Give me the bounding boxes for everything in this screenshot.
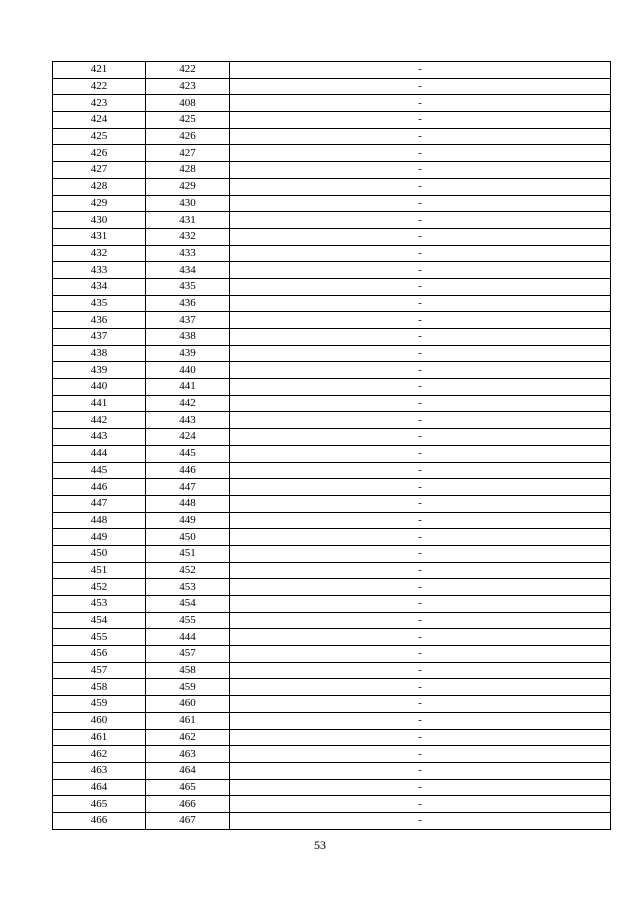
table-cell-col-3: -	[230, 295, 611, 312]
table-row	[53, 329, 611, 346]
table-cell-col-3: -	[230, 212, 611, 229]
table-cell-col-1: 466	[53, 812, 146, 829]
table-cell-col-2: 462	[146, 729, 230, 746]
table-cell-col-1: 444	[53, 445, 146, 462]
table-cell-col-2: 435	[146, 278, 230, 295]
table-row	[53, 662, 611, 679]
table-cell-col-1: 454	[53, 612, 146, 629]
table-cell-col-1: 435	[53, 295, 146, 312]
table-row	[53, 779, 611, 796]
table-cell-col-1: 452	[53, 579, 146, 596]
table-cell-col-2: 465	[146, 779, 230, 796]
table-cell-col-2: 432	[146, 228, 230, 245]
table-cell-col-3: -	[230, 495, 611, 512]
table-cell-col-2: 438	[146, 329, 230, 346]
table-row	[53, 262, 611, 279]
table-row	[53, 429, 611, 446]
table-cell-col-1: 442	[53, 412, 146, 429]
table-cell-col-3: -	[230, 679, 611, 696]
table-cell-col-2: 436	[146, 295, 230, 312]
table-row	[53, 112, 611, 129]
table-row	[53, 62, 611, 79]
table-row	[53, 445, 611, 462]
table-cell-col-2: 461	[146, 712, 230, 729]
table-cell-col-2: 450	[146, 529, 230, 546]
table-cell-col-2: 451	[146, 545, 230, 562]
table-cell-col-2: 445	[146, 445, 230, 462]
table-cell-col-2: 444	[146, 629, 230, 646]
table-cell-col-1: 463	[53, 762, 146, 779]
table-cell-col-2: 424	[146, 429, 230, 446]
table-row	[53, 812, 611, 829]
table-row	[53, 529, 611, 546]
table-cell-col-2: 443	[146, 412, 230, 429]
table-cell-col-2: 441	[146, 379, 230, 396]
table-row	[53, 712, 611, 729]
table-cell-col-2: 440	[146, 362, 230, 379]
table-cell-col-2: 425	[146, 112, 230, 129]
table-row	[53, 295, 611, 312]
table-row	[53, 579, 611, 596]
table-cell-col-1: 423	[53, 95, 146, 112]
table-cell-col-3: -	[230, 429, 611, 446]
table-cell-col-1: 456	[53, 646, 146, 663]
table-row	[53, 195, 611, 212]
table-cell-col-3: -	[230, 512, 611, 529]
table-cell-col-3: -	[230, 579, 611, 596]
table-row	[53, 145, 611, 162]
table-cell-col-2: 466	[146, 796, 230, 813]
table-cell-col-1: 458	[53, 679, 146, 696]
table-cell-col-3: -	[230, 345, 611, 362]
table-row	[53, 562, 611, 579]
table-cell-col-2: 447	[146, 479, 230, 496]
table-cell-col-1: 422	[53, 78, 146, 95]
table-cell-col-3: -	[230, 529, 611, 546]
table-row	[53, 479, 611, 496]
table-cell-col-1: 425	[53, 128, 146, 145]
table-cell-col-3: -	[230, 312, 611, 329]
table-cell-col-3: -	[230, 479, 611, 496]
table-cell-col-1: 446	[53, 479, 146, 496]
table-cell-col-1: 441	[53, 395, 146, 412]
table-cell-col-1: 436	[53, 312, 146, 329]
table-cell-col-1: 443	[53, 429, 146, 446]
table-row	[53, 412, 611, 429]
table-cell-col-3: -	[230, 746, 611, 763]
table-row	[53, 245, 611, 262]
table-row	[53, 746, 611, 763]
table-cell-col-2: 426	[146, 128, 230, 145]
table-cell-col-1: 455	[53, 629, 146, 646]
table-cell-col-2: 454	[146, 596, 230, 613]
table-cell-col-3: -	[230, 78, 611, 95]
table-cell-col-3: -	[230, 729, 611, 746]
table-cell-col-1: 445	[53, 462, 146, 479]
table-cell-col-1: 453	[53, 596, 146, 613]
table-row	[53, 162, 611, 179]
table-row	[53, 178, 611, 195]
table-cell-col-2: 428	[146, 162, 230, 179]
table-cell-col-2: 467	[146, 812, 230, 829]
table-cell-col-1: 430	[53, 212, 146, 229]
table-cell-col-2: 433	[146, 245, 230, 262]
table-cell-col-3: -	[230, 62, 611, 79]
table-cell-col-2: 439	[146, 345, 230, 362]
table-row	[53, 495, 611, 512]
table-row	[53, 379, 611, 396]
table-cell-col-2: 434	[146, 262, 230, 279]
table-cell-col-3: -	[230, 562, 611, 579]
table-row	[53, 462, 611, 479]
table-row	[53, 545, 611, 562]
table-cell-col-1: 448	[53, 512, 146, 529]
table-cell-col-1: 432	[53, 245, 146, 262]
table-cell-col-3: -	[230, 395, 611, 412]
table-cell-col-2: 422	[146, 62, 230, 79]
table-cell-col-1: 457	[53, 662, 146, 679]
table-row	[53, 646, 611, 663]
table-cell-col-2: 408	[146, 95, 230, 112]
table-cell-col-1: 461	[53, 729, 146, 746]
table-cell-col-1: 434	[53, 278, 146, 295]
table-cell-col-1: 440	[53, 379, 146, 396]
table-cell-col-2: 459	[146, 679, 230, 696]
table-cell-col-2: 448	[146, 495, 230, 512]
table-row	[53, 696, 611, 713]
table-cell-col-3: -	[230, 596, 611, 613]
table-cell-col-2: 427	[146, 145, 230, 162]
table-row	[53, 512, 611, 529]
table-cell-col-3: -	[230, 178, 611, 195]
table-row	[53, 612, 611, 629]
table-row	[53, 312, 611, 329]
table-cell-col-3: -	[230, 412, 611, 429]
table-cell-col-1: 429	[53, 195, 146, 212]
table-cell-col-3: -	[230, 445, 611, 462]
table-cell-col-3: -	[230, 329, 611, 346]
table-cell-col-1: 449	[53, 529, 146, 546]
table-cell-col-2: 423	[146, 78, 230, 95]
table-cell-col-1: 424	[53, 112, 146, 129]
table-cell-col-3: -	[230, 696, 611, 713]
data-table	[52, 61, 611, 830]
table-cell-col-3: -	[230, 796, 611, 813]
table-row	[53, 228, 611, 245]
table-row	[53, 596, 611, 613]
table-cell-col-3: -	[230, 379, 611, 396]
table-cell-col-3: -	[230, 112, 611, 129]
table-cell-col-1: 459	[53, 696, 146, 713]
table-cell-col-2: 464	[146, 762, 230, 779]
table-row	[53, 278, 611, 295]
table-cell-col-2: 463	[146, 746, 230, 763]
table-cell-col-1: 462	[53, 746, 146, 763]
table-cell-col-3: -	[230, 762, 611, 779]
table-cell-col-2: 457	[146, 646, 230, 663]
table-cell-col-3: -	[230, 612, 611, 629]
table-cell-col-3: -	[230, 195, 611, 212]
table-cell-col-1: 426	[53, 145, 146, 162]
table-cell-col-1: 464	[53, 779, 146, 796]
table-cell-col-1: 433	[53, 262, 146, 279]
table-row	[53, 679, 611, 696]
table-cell-col-3: -	[230, 128, 611, 145]
table-row	[53, 345, 611, 362]
table-cell-col-1: 447	[53, 495, 146, 512]
table-cell-col-2: 452	[146, 562, 230, 579]
table-cell-col-1: 421	[53, 62, 146, 79]
table-cell-col-2: 455	[146, 612, 230, 629]
table-cell-col-3: -	[230, 712, 611, 729]
table-cell-col-1: 439	[53, 362, 146, 379]
table-cell-col-3: -	[230, 646, 611, 663]
page-number: 53	[314, 838, 326, 852]
table-cell-col-2: 453	[146, 579, 230, 596]
table-cell-col-2: 429	[146, 178, 230, 195]
table-cell-col-3: -	[230, 245, 611, 262]
table-cell-col-1: 427	[53, 162, 146, 179]
table-cell-col-1: 451	[53, 562, 146, 579]
table-cell-col-1: 438	[53, 345, 146, 362]
table-cell-col-3: -	[230, 779, 611, 796]
table-cell-col-3: -	[230, 162, 611, 179]
table-cell-col-2: 460	[146, 696, 230, 713]
table-cell-col-3: -	[230, 662, 611, 679]
table-cell-col-1: 437	[53, 329, 146, 346]
table-row	[53, 395, 611, 412]
table-body	[53, 62, 611, 830]
table-cell-col-3: -	[230, 145, 611, 162]
table-row	[53, 78, 611, 95]
table-cell-col-3: -	[230, 228, 611, 245]
table-cell-col-2: 442	[146, 395, 230, 412]
table-cell-col-3: -	[230, 262, 611, 279]
table-row	[53, 95, 611, 112]
table-cell-col-3: -	[230, 95, 611, 112]
table-cell-col-2: 449	[146, 512, 230, 529]
table-row	[53, 762, 611, 779]
table-row	[53, 362, 611, 379]
table-cell-col-3: -	[230, 462, 611, 479]
table-cell-col-2: 430	[146, 195, 230, 212]
table-cell-col-3: -	[230, 545, 611, 562]
table-cell-col-2: 458	[146, 662, 230, 679]
table-row	[53, 629, 611, 646]
table-cell-col-1: 428	[53, 178, 146, 195]
table-row	[53, 729, 611, 746]
table-cell-col-3: -	[230, 629, 611, 646]
table-cell-col-3: -	[230, 362, 611, 379]
table-row	[53, 212, 611, 229]
table-cell-col-1: 460	[53, 712, 146, 729]
table-cell-col-1: 465	[53, 796, 146, 813]
table-row	[53, 796, 611, 813]
table-row	[53, 128, 611, 145]
table-cell-col-2: 431	[146, 212, 230, 229]
table-cell-col-2: 437	[146, 312, 230, 329]
table-cell-col-1: 450	[53, 545, 146, 562]
table-cell-col-1: 431	[53, 228, 146, 245]
table-cell-col-3: -	[230, 812, 611, 829]
table-cell-col-2: 446	[146, 462, 230, 479]
table-cell-col-3: -	[230, 278, 611, 295]
